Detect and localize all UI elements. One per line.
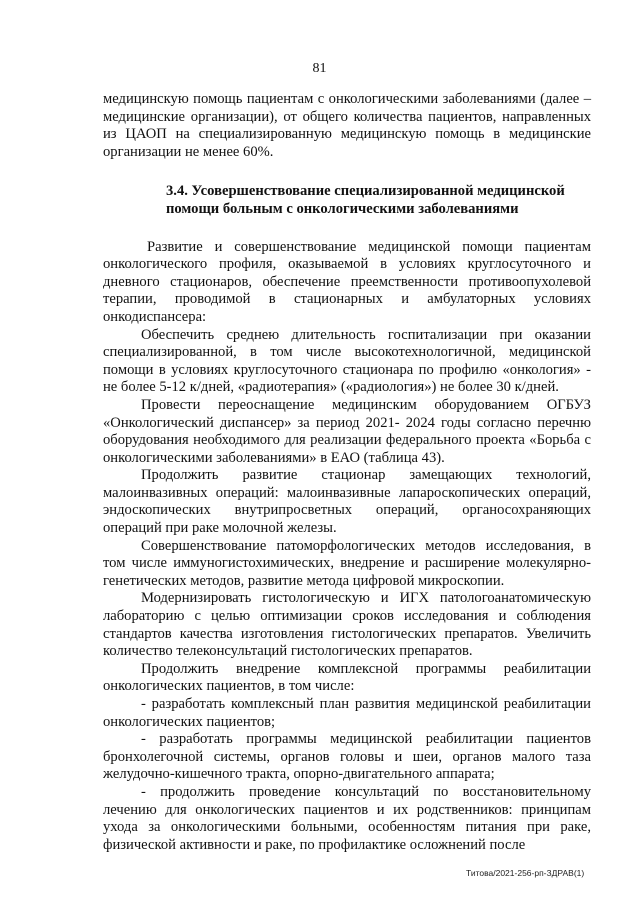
list-item: - разработать программы медицинской реабилитации пациентов бронхолегочной системы, органов головы и шеи, органов малого таза желудочно-кишечного тракта, опорно-двигательного аппарата; [103,731,591,783]
paragraph: Продолжить развитие стационар замещающих технологий, малоинвазивных операций: малоинвазивные лапароскопических операций, эндоскопических внутрипросветных операций, органосохраняющих операций при раке молочной железы. [103,467,591,537]
document-body [103,91,591,854]
section-heading: 3.4. Усовершенствование специализированной медицинской помощи больным с онкологическими заболеваниями [166,183,565,217]
paragraph: Продолжить внедрение комплексной программы реабилитации онкологических пациентов, в том числе: [103,660,591,695]
page-number: 81 [312,61,327,76]
paragraph: Провести переоснащение медицинским оборудованием ОГБУЗ «Онкологический диспансер» за период 2021- 2024 годы согласно перечню оборудования необходимого для реализации федерального проекта «Борьба с онкологическими заболеваниями» в ЕАО (таблица 43). [103,396,591,466]
paragraph: Развитие и совершенствование медицинской помощи пациентам онкологического профиля, оказываемой в условиях круглосуточного и дневного стационаров, обеспечение преемственности противоопухолевой терапии, проводимой в стационарных и амбулаторных условиях онкодиспансера: [103,238,591,325]
paragraph: Обеспечить среднею длительность госпитализации при оказании специализированной, в том числе высокотехнологичной, медицинской помощи в условиях круглосуточного стационара по профилю «онкология» - не более 5-12 к/дней, «радиотерапия» («радиология») не более 30 к/дней. [103,326,591,396]
document-footer-code: Титова/2021-256-рп-ЗДРАВ(1) [466,868,585,878]
paragraph-continuation: медицинскую помощь пациентам с онкологическими заболеваниями (далее – медицинские организации), от общего количества пациентов, направленных из ЦАОП на специализированную медицинскую помощь в медицинские организации не менее 60%. [103,91,591,160]
list-item: - разработать комплексный план развития медицинской реабилитации онкологических пациентов; [103,696,591,730]
list-item: - продолжить проведение консультаций по восстановительному лечению для онкологических пациентов и их родственников: принципам ухода за онкологическими больными, особенностям питания при раке, физической активности и раке, по профилактике осложнений после [103,783,591,853]
paragraph: Совершенствование патоморфологических методов исследования, в том числе иммуногистохимических, внедрение и расширение молекулярно-генетических методов, развитие метода цифровой микроскопии. [103,537,591,589]
paragraph: Модернизировать гистологическую и ИГХ патологоанатомическую лабораторию с целью оптимизации сроков исследования и соблюдения стандартов качества изготовления гистологических препаратов. Увеличить количество телеконсультаций гистологических препаратов. [103,590,591,660]
